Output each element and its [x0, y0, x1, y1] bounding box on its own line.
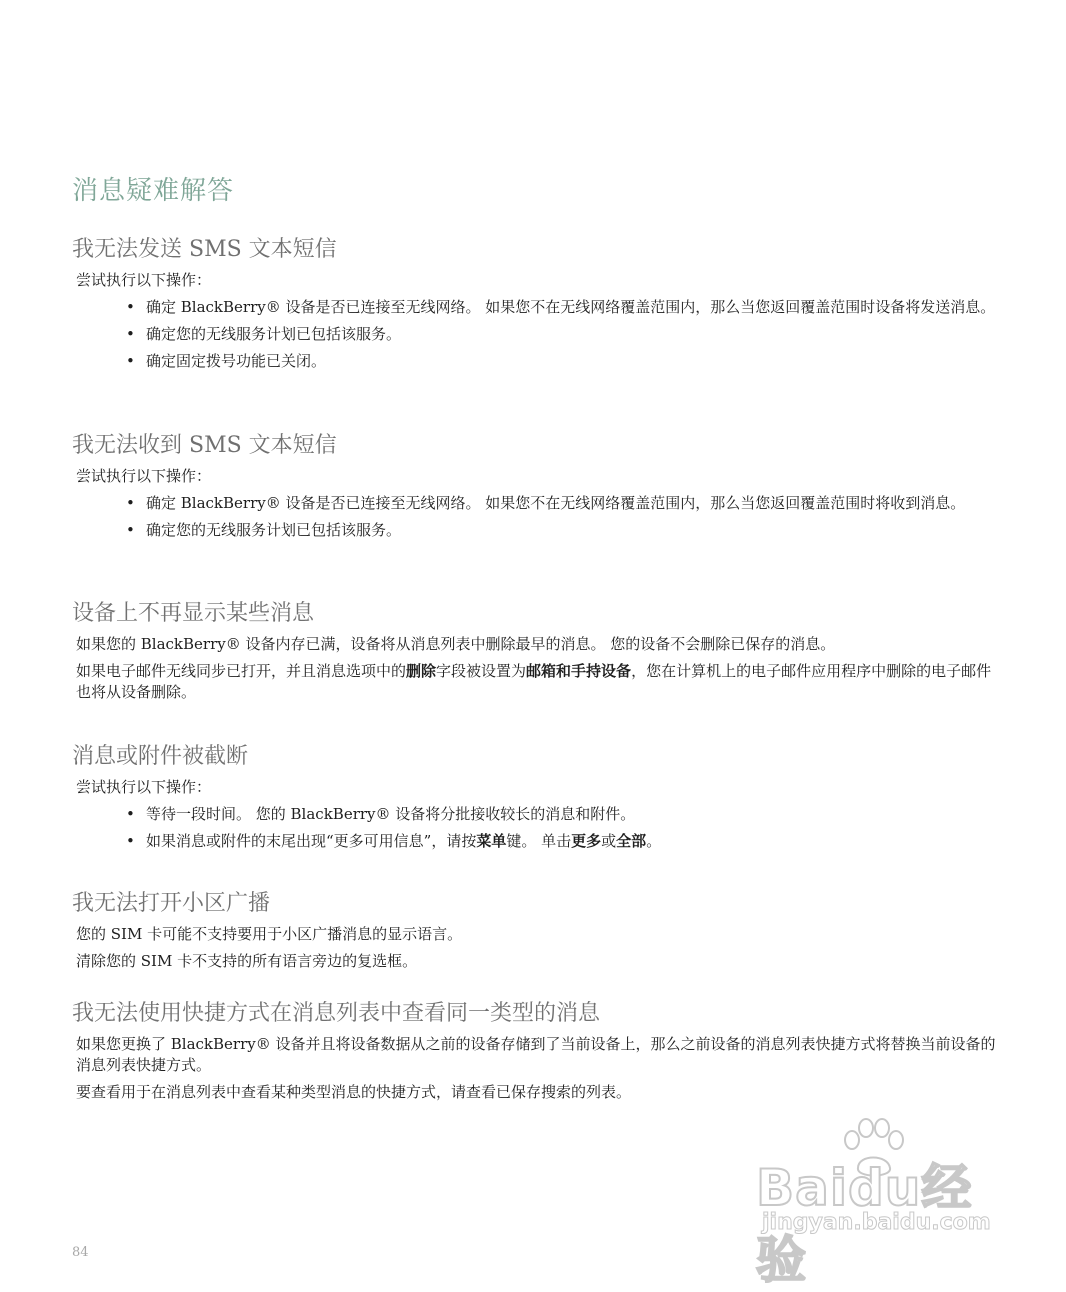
section-intro: 尝试执行以下操作：: [76, 778, 212, 796]
list-item: • 等待一段时间。 您的 BlackBerry® 设备将分批接收较长的消息和附件。: [146, 804, 1002, 825]
paragraph: 要查看用于在消息列表中查看某种类型消息的快捷方式，请查看已保存搜索的列表。: [76, 1083, 632, 1101]
paragraph: 您的 SIM 卡可能不支持要用于小区广播消息的显示语言。: [76, 925, 463, 943]
section-heading: 我无法发送 SMS 文本短信: [72, 237, 337, 262]
list-item: • 确定固定拨号功能已关闭。: [146, 351, 1002, 372]
paragraph: 如果您更换了 BlackBerry® 设备并且将设备数据从之前的设备存储到了当前设备上，那么之前设备的消息列表快捷方式将替换当前设备的消息列表快捷方式。: [76, 1035, 996, 1074]
paragraph: 清除您的 SIM 卡不支持的所有语言旁边的复选框。: [76, 952, 418, 970]
section-cannot-receive-sms: [72, 432, 1002, 547]
section-heading: 我无法打开小区广播: [72, 891, 271, 916]
section-cannot-send-sms: [72, 236, 1002, 378]
all-label: 全部: [616, 832, 647, 850]
menu-key-label: 菜单: [476, 832, 507, 850]
list-item: • 如果消息或附件的末尾出现“更多可用信息”，请按菜单键。 单击更多或全部。: [146, 831, 1002, 852]
bullet-list: [72, 297, 1002, 372]
paragraph: 如果您的 BlackBerry® 设备内存已满，设备将从消息列表中删除最早的消息。 您的设备不会删除已保存的消息。: [76, 635, 836, 653]
page-number: 84: [72, 1245, 89, 1260]
section-messages-truncated: [72, 743, 1002, 858]
more-label: 更多: [571, 832, 602, 850]
list-item: • 确定 BlackBerry® 设备是否已连接至无线网络。 如果您不在无线网络覆盖范围内，那么当您返回覆盖范围时将收到消息。: [146, 493, 1002, 514]
section-heading: 设备上不再显示某些消息: [72, 601, 315, 626]
bullet-list: [72, 493, 1002, 541]
section-intro: 尝试执行以下操作：: [76, 271, 212, 289]
watermark-brand: Baidu经验: [756, 1159, 973, 1289]
section-heading: 我无法使用快捷方式在消息列表中查看同一类型的消息: [72, 1001, 601, 1026]
section-heading: 消息或附件被截断: [72, 744, 249, 769]
list-item: • 确定您的无线服务计划已包括该服务。: [146, 520, 1002, 541]
page-title: 消息疑难解答: [72, 176, 235, 206]
option-name-delete: 删除: [406, 662, 437, 680]
watermark-url: jingyan.baidu.com: [762, 1210, 991, 1235]
section-cell-broadcast: [72, 890, 1002, 978]
section-shortcuts: [72, 1000, 1002, 1109]
baidu-watermark: [750, 1118, 1020, 1289]
section-heading: 我无法收到 SMS 文本短信: [72, 433, 337, 458]
list-item: • 确定您的无线服务计划已包括该服务。: [146, 324, 1002, 345]
section-intro: 尝试执行以下操作：: [76, 467, 212, 485]
bullet-list: [72, 804, 1002, 852]
paragraph: 如果电子邮件无线同步已打开，并且消息选项中的删除字段被设置为邮箱和手持设备，您在计算机上的电子邮件应用程序中删除的电子邮件也将从设备删除。: [76, 662, 992, 701]
section-messages-not-displayed: [72, 600, 1002, 709]
option-value-mailbox-and-handheld: 邮箱和手持设备: [526, 662, 632, 680]
list-item: • 确定 BlackBerry® 设备是否已连接至无线网络。 如果您不在无线网络覆盖范围内，那么当您返回覆盖范围时设备将发送消息。: [146, 297, 1002, 318]
